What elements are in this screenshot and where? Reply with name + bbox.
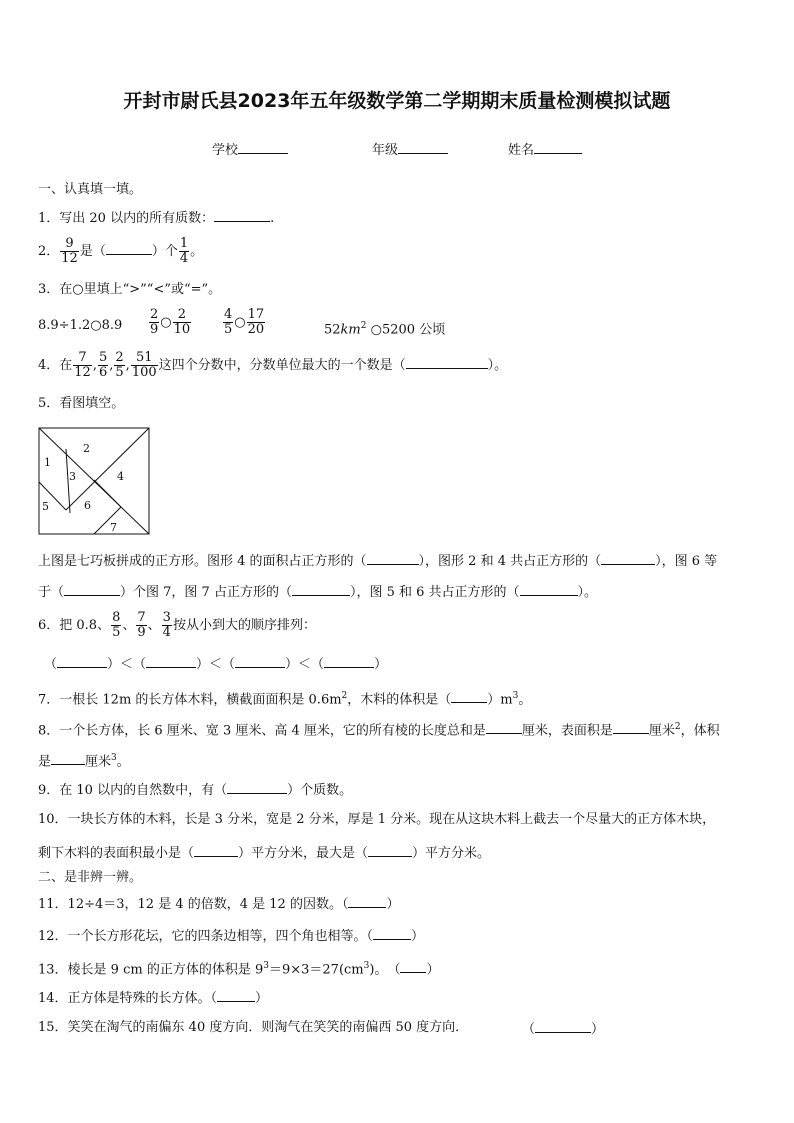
tangram-figure: [38, 427, 152, 537]
q3-circle-c: ○: [234, 315, 246, 330]
q11-blank: [348, 895, 386, 908]
school-label: 学校: [212, 143, 239, 158]
q14-blank: [217, 989, 255, 1002]
q5-blank-3: [64, 583, 120, 596]
question-4: 4．在 $\frac{7}{12}$ , $\frac{5}{6}$ , $\frac{2}{5}$ , $\frac{51}{100}$ 这四个分数中，分数单位最大的一个数是（ ）。: [38, 350, 508, 380]
fraction-1-4: $\frac{1}{4}$: [179, 236, 189, 266]
fraction-3-4: $\frac{3}{4}$: [162, 610, 171, 640]
q6-order-row: （ ）＜（ ）＜（ ）＜（ ）: [44, 657, 388, 672]
q2-end: 。: [190, 244, 204, 259]
section-2-heading: 二、是非辨一辨。: [38, 870, 143, 885]
question-15: 15．笑笑在淘气的南偏东 40 度方向．则淘气在笑笑的南偏西 50 度方向．: [38, 1020, 469, 1035]
fraction-51-100: $\frac{51}{100}$: [131, 350, 157, 380]
tangram-label-1: 1: [44, 456, 51, 469]
fraction-7-9: $\frac{7}{9}$: [137, 610, 146, 640]
tangram-label-4: 4: [117, 470, 124, 483]
q2-mid: 是（: [79, 244, 106, 259]
question-15-answer: （ ）: [522, 1022, 605, 1037]
fraction-2-5: $\frac{2}{5}$: [115, 350, 124, 380]
name-field: [508, 141, 582, 159]
q7-blank: [451, 690, 487, 703]
q2-blank: [106, 242, 152, 255]
fraction-2-10: $\frac{2}{10}$: [173, 307, 191, 337]
q5-blank-1: [367, 552, 419, 565]
q1-blank: [214, 209, 270, 222]
tangram-line-a: [66, 428, 149, 510]
question-10-line-2: 剩下木料的表面积最小是（ ）平方分米，最大是（ ）平方分米。: [38, 846, 491, 861]
name-blank: [534, 141, 582, 154]
fraction-17-20: $\frac{17}{20}$: [247, 307, 265, 337]
q9-blank: [227, 781, 287, 794]
q10-blank-2: [368, 844, 412, 857]
tangram-label-5: 5: [42, 500, 49, 513]
question-8-line-1: 8．一个长方体，长 6 厘米、宽 3 厘米、高 4 厘米，它的所有棱的长度总和是 厘米，表面积是 厘米$^2$，体积: [38, 722, 720, 739]
fraction-7-12: $\frac{7}{12}$: [74, 350, 91, 380]
question-9: 9．在 10 以内的自然数中，有（ ）个质数。: [38, 783, 353, 798]
q8-blank-1: [486, 721, 522, 734]
q3-part-c: [222, 308, 266, 337]
question-7: 7．一根长 12m 的长方体木料，横截面面积是 $0.6m^2$，木料的体积是（ ）$m^3$。: [38, 691, 532, 708]
q5-line-1: 上图是七巧板拼成的正方形。图形 4 的面积占正方形的（ ），图形 2 和 4 共占正方形的（ ），图 6 等: [38, 554, 718, 569]
q8-blank-3: [51, 752, 85, 765]
q12-blank: [373, 927, 411, 940]
q3-part-b: [148, 308, 192, 337]
q10-blank-1: [194, 844, 238, 857]
q4-text: 这四个分数中，分数单位最大的一个数是（: [158, 358, 406, 373]
name-label: 姓名: [508, 143, 535, 158]
q2-mid2: ）个: [151, 244, 178, 259]
q4-blank: [406, 356, 488, 369]
question-11: 11．12÷4＝3，12 是 4 的倍数，4 是 12 的因数。（ ）: [38, 897, 400, 912]
question-13: 13．棱长是 9 cm 的正方体的体积是 $9^3=9\times 3=27(cm^3)$。 （ ）: [38, 961, 440, 978]
q2-num: 2．: [38, 244, 60, 259]
school-blank: [238, 141, 288, 154]
q3-part-a: 8.9÷1.2○8.9: [38, 318, 123, 333]
fraction-9-12: $\frac{9}{12}$: [61, 236, 78, 266]
question-10-line-1: 10．一块长方体的木料，长是 3 分米，宽是 2 分米，厚是 1 分米。现在从这块木料上截去一个尽量大的正方体木块，: [38, 812, 716, 827]
q1-text: 1．写出 20 以内的所有质数：: [38, 211, 215, 226]
question-3: 3．在○里填上“>”“<”或“=”。: [38, 282, 222, 297]
question-2: [38, 234, 203, 270]
tangram-label-2: 2: [83, 442, 90, 455]
q4-end: ）。: [487, 358, 508, 373]
school-field: [212, 141, 288, 159]
q3-circle-b: ○: [160, 315, 172, 330]
section-1-heading: 一、认真填一填。: [38, 182, 143, 197]
q3-part-d: $52km^2$ ○5200 公顷: [324, 321, 446, 338]
question-1: [38, 209, 274, 227]
q1-end: .: [270, 211, 275, 226]
grade-label: 年级: [372, 143, 399, 158]
question-5: 5．看图填空。: [38, 396, 125, 411]
grade-blank: [398, 141, 448, 154]
question-6: 6．把 0.8、 $\frac{8}{5}$ 、 $\frac{7}{9}$ 、 $\frac{3}{4}$ 按从小到大的顺序排列：: [38, 610, 316, 640]
q13-blank: [400, 960, 426, 973]
q5-blank-2: [601, 552, 655, 565]
fraction-4-5: $\frac{4}{5}$: [224, 307, 233, 337]
question-12: 12．一个长方形花坛，它的四条边相等，四个角也相等。（ ）: [38, 929, 425, 944]
tangram-label-7: 7: [110, 521, 117, 534]
q15-blank: [535, 1020, 591, 1033]
fraction-8-5: $\frac{8}{5}$: [112, 610, 121, 640]
page-title: 开封市尉氏县2023年五年级数学第二学期期末质量检测模拟试题: [123, 90, 671, 112]
fraction-5-6: $\frac{5}{6}$: [98, 350, 108, 380]
q5-blank-4: [292, 583, 350, 596]
q5-blank-5: [520, 583, 578, 596]
tangram-line-d: [94, 480, 121, 507]
q5-line-2: 于（ ）个图 7，图 7 占正方形的（ ），图 5 和 6 共占正方形的（ ）。: [38, 585, 598, 600]
tangram-label-3: 3: [69, 470, 76, 483]
q4-num: 4．在: [38, 358, 73, 373]
question-8-line-2: 是 厘米$^3$。: [38, 753, 130, 770]
tangram-label-6: 6: [84, 499, 91, 512]
grade-field: [372, 141, 448, 159]
fraction-2-9: $\frac{2}{9}$: [150, 307, 159, 337]
q8-blank-2: [613, 721, 649, 734]
question-14: 14．正方体是特殊的长方体。（ ）: [38, 991, 269, 1006]
